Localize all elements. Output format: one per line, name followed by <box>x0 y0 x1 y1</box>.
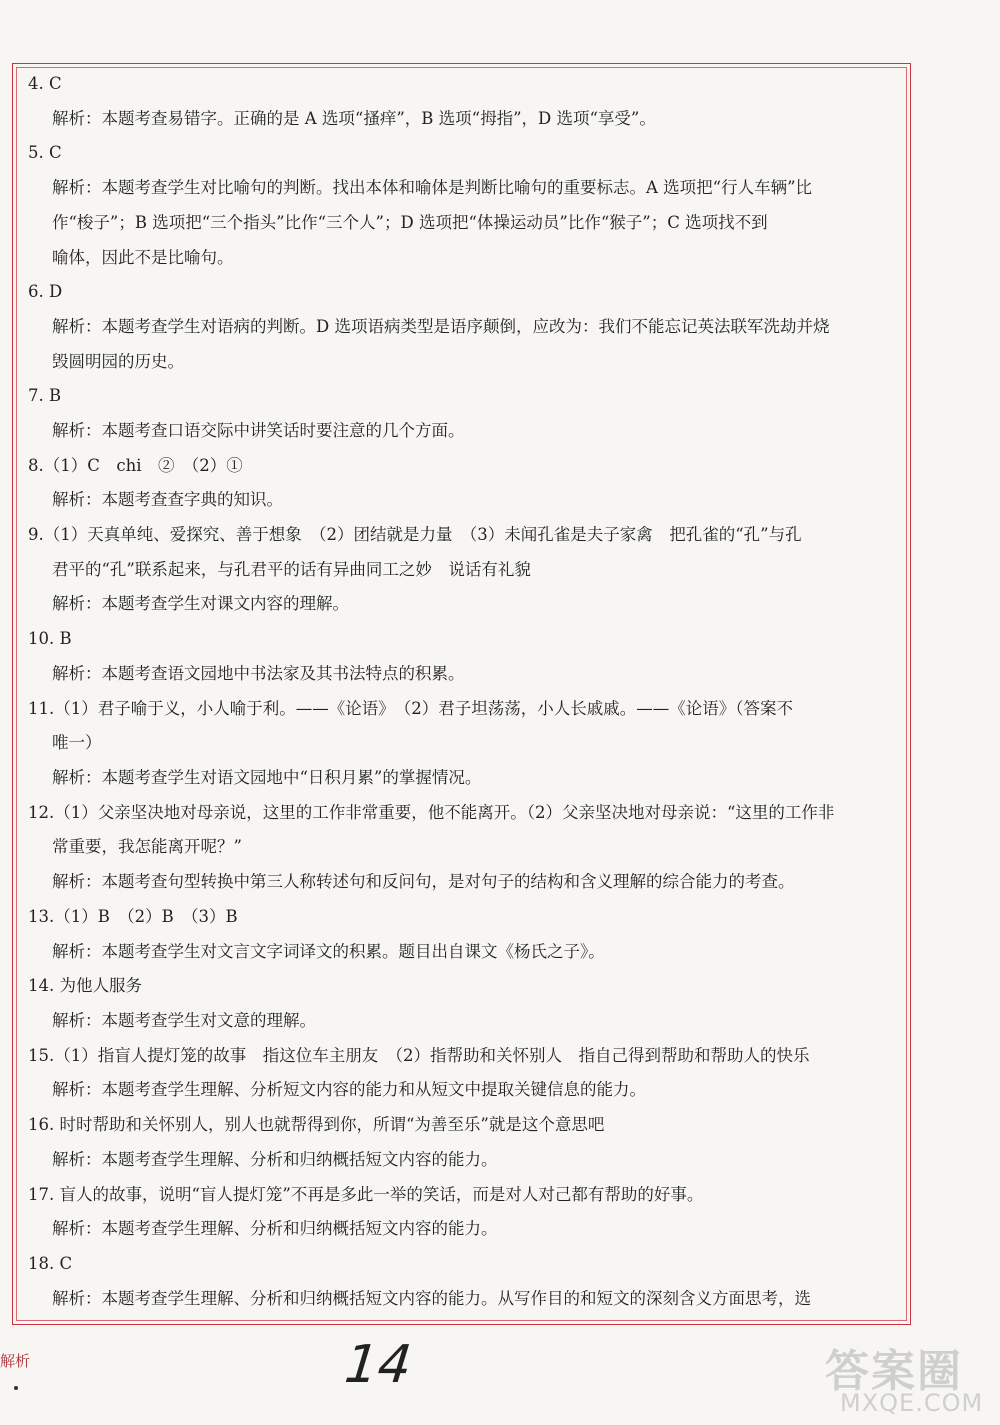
question-answer-line: 15.（1）指盲人提灯笼的故事 指这位车主朋友 （2）指帮助和关怀别人 指自己得到帮助和帮助人的快乐 <box>28 1046 810 1065</box>
analysis-line: 解析：本题考查易错字。正确的是 A 选项“搔痒”，B 选项“拇指”，D 选项“享受”。 <box>52 109 656 128</box>
analysis-line: 解析：本题考查学生对语文园地中“日积月累”的掌握情况。 <box>52 768 482 787</box>
question-answer-line: 5. C <box>28 143 62 162</box>
analysis-line: 喻体，因此不是比喻句。 <box>52 248 234 267</box>
analysis-line: 解析：本题考查学生理解、分析和归纳概括短文内容的能力。从写作目的和短文的深刻含义方面思考，选 <box>52 1289 811 1308</box>
analysis-line: 解析：本题考查学生对文言文字词译文的积累。题目出自课文《杨氏之子》。 <box>52 942 605 961</box>
footer-dot <box>14 1386 18 1390</box>
question-answer-line: 13.（1）B （2）B （3）B <box>28 907 238 926</box>
question-answer-line: 6. D <box>28 282 63 301</box>
question-answer-line: 16. 时时帮助和关怀别人，别人也就帮得到你，所谓“为善至乐”就是这个意思吧 <box>28 1115 605 1134</box>
analysis-line: 常重要，我怎能离开呢？” <box>52 837 242 856</box>
question-answer-line: 4. C <box>28 74 62 93</box>
question-answer-line: 17. 盲人的故事，说明“盲人提灯笼”不再是多此一举的笑话，而是对人对己都有帮助的好事。 <box>28 1185 704 1204</box>
analysis-line: 解析：本题考查学生对比喻句的判断。找出本体和喻体是判断比喻句的重要标志。A 选项把“行人车辆”比 <box>52 178 813 197</box>
analysis-line: 解析：本题考查句型转换中第三人称转述句和反问句，是对句子的结构和含义理解的综合能力的考查。 <box>52 872 795 891</box>
question-answer-line: 18. C <box>28 1254 73 1273</box>
question-answer-line: 10. B <box>28 629 72 648</box>
watermark-logo <box>820 1335 990 1420</box>
analysis-line: 毁圆明园的历史。 <box>52 352 184 371</box>
analysis-line: 解析：本题考查学生理解、分析和归纳概括短文内容的能力。 <box>52 1219 498 1238</box>
question-answer-line: 11.（1）君子喻于义，小人喻于利。——《论语》 （2）君子坦荡荡，小人长戚戚。——《论语》（答案不 <box>28 699 793 718</box>
analysis-line: 解析：本题考查学生理解、分析和归纳概括短文内容的能力。 <box>52 1150 498 1169</box>
analysis-line: 解析：本题考查学生理解、分析短文内容的能力和从短文中提取关键信息的能力。 <box>52 1080 646 1099</box>
analysis-line: 唯一） <box>52 733 102 752</box>
question-answer-line: 12.（1）父亲坚决地对母亲说，这里的工作非常重要，他不能离开。（2）父亲坚决地对母亲说：“这里的工作非 <box>28 803 835 822</box>
question-answer-line: 7. B <box>28 386 62 405</box>
analysis-line: 解析：本题考查学生对语病的判断。D 选项语病类型是语序颠倒，应改为：我们不能忘记英法联军洗劫并烧 <box>52 317 830 336</box>
analysis-line: 作“梭子”；B 选项把“三个指头”比作“三个人”；D 选项把“体操运动员”比作“猴子”；C 选项找不到 <box>52 213 768 232</box>
analysis-line: 解析：本题考查查字典的知识。 <box>52 490 283 509</box>
question-answer-line: 8.（1）C chi ② （2）① <box>28 456 243 475</box>
handwritten-page-number: 14 <box>341 1335 415 1395</box>
analysis-line: 君平的“孔”联系起来，与孔君平的话有异曲同工之妙 说话有礼貌 <box>52 560 531 579</box>
analysis-line: 解析：本题考查学生对文意的理解。 <box>52 1011 316 1030</box>
question-answer-line: 9.（1）天真单纯、爱探究、善于想象 （2）团结就是力量 （3）未闻孔雀是夫子家禽 把孔雀的“孔”与孔 <box>28 525 802 544</box>
watermark-url: MXQE.COM <box>840 1389 984 1417</box>
analysis-line: 解析：本题考查语文园地中书法家及其书法特点的积累。 <box>52 664 465 683</box>
analysis-line: 解析：本题考查口语交际中讲笑话时要注意的几个方面。 <box>52 421 465 440</box>
watermark-title: 答案圈 <box>825 1346 963 1397</box>
analysis-line: 解析：本题考查学生对课文内容的理解。 <box>52 594 349 613</box>
footer-section-label: 解析 <box>0 1352 31 1370</box>
question-answer-line: 14. 为他人服务 <box>28 976 142 995</box>
